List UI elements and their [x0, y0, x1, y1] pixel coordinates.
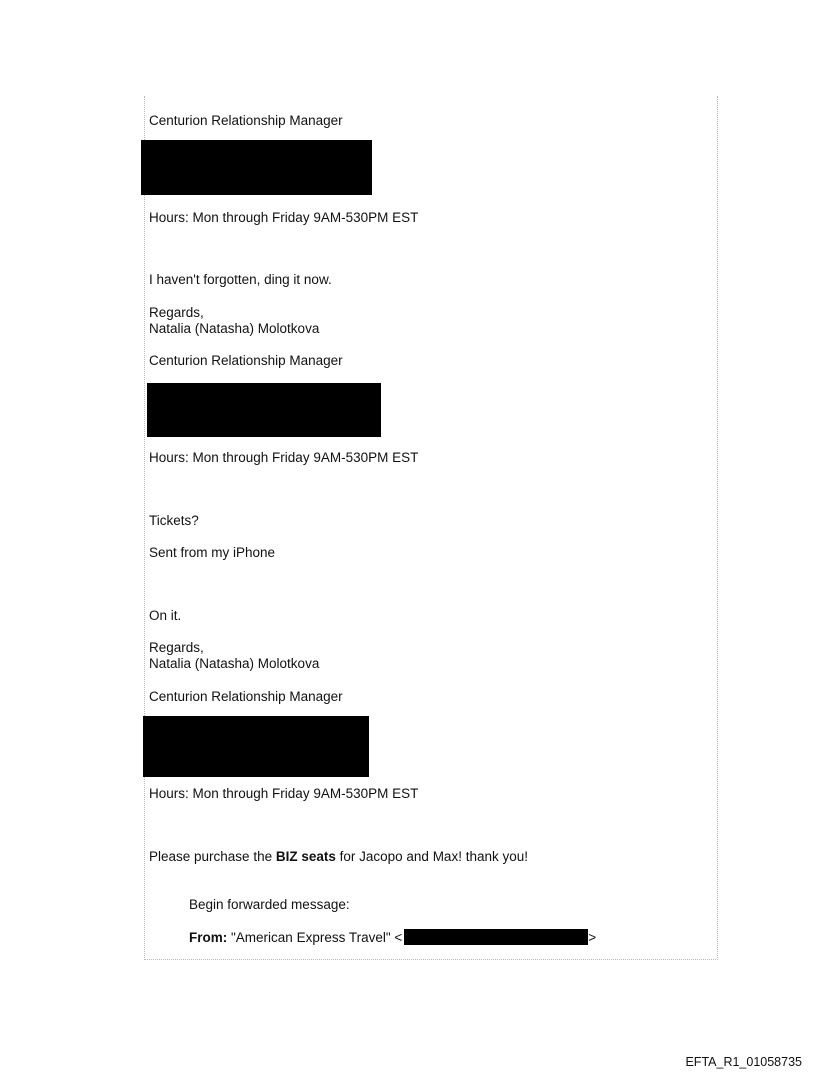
message-body: Tickets?: [149, 513, 199, 528]
signature-name: Natalia (Natasha) Molotkova: [149, 321, 320, 336]
redaction-box: [143, 716, 369, 777]
forwarded-header: Begin forwarded message:: [189, 897, 350, 912]
signature-hours: Hours: Mon through Friday 9AM-530PM EST: [149, 210, 419, 225]
document-id: EFTA_R1_01058735: [685, 1055, 802, 1069]
redaction-box: [141, 140, 372, 195]
signature-regards: Regards,: [149, 305, 204, 320]
from-label: From:: [189, 930, 228, 945]
signature-regards: Regards,: [149, 640, 204, 655]
redaction-box: [404, 929, 588, 945]
message-bold-text: BIZ seats: [275, 849, 336, 864]
redaction-box: [147, 383, 381, 437]
signature-title: Centurion Relationship Manager: [149, 353, 343, 368]
message-body: I haven't forgotten, ding it now.: [149, 272, 332, 287]
message-body: On it.: [149, 608, 182, 623]
signature-title: Centurion Relationship Manager: [149, 689, 343, 704]
message-body: [149, 849, 528, 865]
forwarded-from-line: [189, 929, 596, 946]
from-value: "American Express Travel" <: [227, 930, 403, 945]
signature-title: Centurion Relationship Manager: [149, 113, 343, 128]
from-close: >: [588, 930, 597, 945]
signature-hours: Hours: Mon through Friday 9AM-530PM EST: [149, 450, 419, 465]
signature-hours: Hours: Mon through Friday 9AM-530PM EST: [149, 786, 419, 801]
sent-from-line: Sent from my iPhone: [149, 545, 276, 560]
signature-name: Natalia (Natasha) Molotkova: [149, 656, 320, 671]
message-text: Please purchase the: [149, 849, 276, 864]
message-text: for Jacopo and Max! thank you!: [335, 849, 528, 864]
